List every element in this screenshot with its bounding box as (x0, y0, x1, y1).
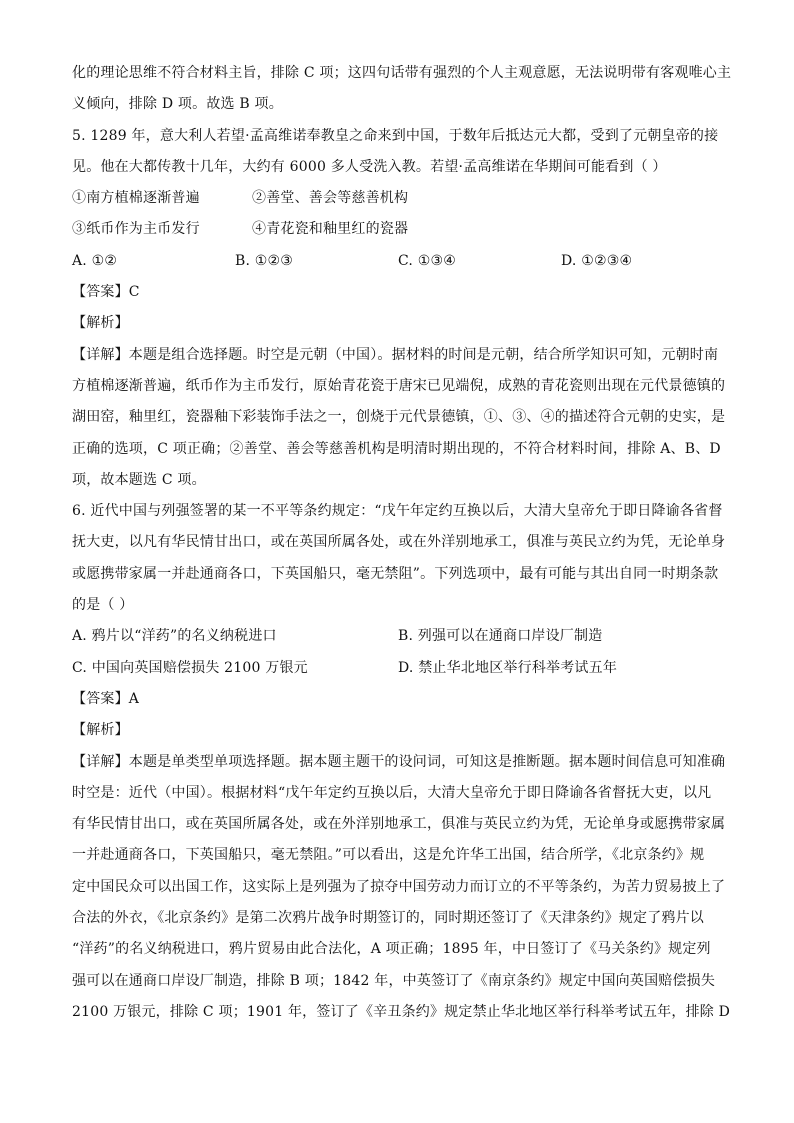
detail-line: 定中国民众可以出国工作，这实际上是列强为了掠夺中国劳动力而订立的不平等条约，为苦力贸易披上了 (72, 878, 726, 895)
question-stem-line: 抚大吏，以凡有华民情甘出口，或在英国所属各处，或在外洋别地承工，俱准与英民立约为凭，无论单身 (72, 534, 726, 551)
detail-line: 合法的外衣，《北京条约》是第二次鸦片战争时期签订的，同时期还签订了《天津条约》规定了鸦片以 (72, 910, 704, 927)
statement-item: ④青花瓷和釉里红的瓷器 (252, 221, 409, 238)
options-row (72, 621, 724, 652)
option-c: C. 中国向英国赔偿损失 2100 万银元 (72, 659, 308, 676)
detail-line: 【详解】本题是单类型单项选择题。据本题主题干的设问词，可知这是推断题。据本题时间信息可知准确 (72, 753, 726, 770)
detail-line: 正确的选项，C 项正确；②善堂、善会等慈善机构是明清时期出现的，不符合材料时间，排除 A、B、D (72, 440, 721, 457)
question-6 (72, 496, 731, 1028)
text-line: 化的理论思维不符合材料主旨，排除 C 项；这四句话带有强烈的个人主观意愿，无法说明带有客观唯心主 (72, 65, 732, 81)
question-stem-line: 见。他在大都传教十几年，大约有 6000 多人受洗入教。若望·孟高维诺在华期间可能看到（ ） (72, 158, 667, 175)
detail-line: 有华民情甘出口，或在英国所属各处，或在外洋别地承工，俱准与英民立约为凭，无论单身或愿携带家属 (72, 816, 726, 833)
question-stem-line: 5. 1289 年，意大利人若望·孟高维诺奉教皇之命来到中国，于数年后抵达元大都，受到了元朝皇帝的接 (72, 127, 719, 144)
statement-row (72, 183, 724, 214)
text-line: 义倾向，排除 D 项。故选 B 项。 (72, 96, 283, 113)
statement-item: ③纸币作为主币发行 (72, 221, 200, 238)
statement-item: ②善堂、善会等慈善机构 (252, 190, 409, 207)
detail-line: 湖田窑，釉里红，瓷器釉下彩装饰手法之一，创烧于元代景德镇，①、③、④的描述符合元朝的史实，是 (72, 409, 726, 426)
question-stem-line: 或愿携带家属一并赴通商各口，下英国船只，毫无禁阻”。下列选项中，最有可能与其出自同一时期条款 (72, 565, 719, 582)
statement-item: ①南方植棉逐渐普遍 (72, 190, 200, 207)
option-c: C. ①③④ (398, 252, 456, 269)
detail-line: “洋药”的名义纳税进口，鸦片贸易由此合法化，A 项正确；1895 年，中日签订了《马关条约》规定列 (72, 941, 711, 958)
detail-line: 强可以在通商口岸设厂制造，排除 B 项；1842 年，中英签订了《南京条约》规定中国向英国赔偿损失 (72, 972, 716, 989)
options-row (72, 653, 724, 684)
detail-line: 时空是：近代（中国）。根据材料“戊午年定约互换以后，大清大皇帝允于即日降谕各省督抚大吏，以凡 (72, 784, 712, 801)
answer-label: 【答案】C (72, 284, 140, 301)
option-d: D. ①②③④ (561, 252, 633, 269)
statement-row (72, 214, 724, 245)
option-b: B. 列强可以在通商口岸设厂制造 (398, 628, 603, 645)
prev-explanation (72, 58, 732, 121)
question-stem-line: 的是（ ） (72, 597, 134, 614)
answer-label: 【答案】A (72, 690, 140, 707)
option-d: D. 禁止华北地区举行科举考试五年 (398, 659, 618, 676)
option-b: B. ①②③ (235, 252, 294, 269)
option-a: A. 鸦片以“洋药”的名义纳税进口 (72, 628, 277, 645)
detail-line: 一并赴通商各口，下英国船只，毫无禁阻。”可以看出，这是允许华工出国，结合所学，《北京条约》规 (72, 847, 705, 864)
analysis-label: 【解析】 (72, 315, 129, 332)
detail-line: 项，故本题选 C 项。 (72, 471, 206, 488)
analysis-label: 【解析】 (72, 722, 129, 739)
detail-line: 方植棉逐渐普遍，纸币作为主币发行，原始青花瓷于唐宋已见端倪，成熟的青花瓷则出现在元代景德镇的 (72, 377, 726, 394)
option-a: A. ①② (72, 252, 118, 269)
options-row (72, 246, 724, 277)
detail-line: 2100 万银元，排除 C 项；1901 年，签订了《辛丑条约》规定禁止华北地区举行科举考试五年，排除 D (72, 1003, 731, 1020)
detail-line: 【详解】本题是组合选择题。时空是元朝（中国）。据材料的时间是元朝，结合所学知识可知，元朝时南 (72, 346, 719, 363)
question-5 (72, 121, 724, 497)
document-page (72, 58, 732, 1028)
question-stem-line: 6. 近代中国与列强签署的某一不平等条约规定：“戊午年定约互换以后，大清大皇帝允于即日降谕各省督 (72, 503, 723, 520)
